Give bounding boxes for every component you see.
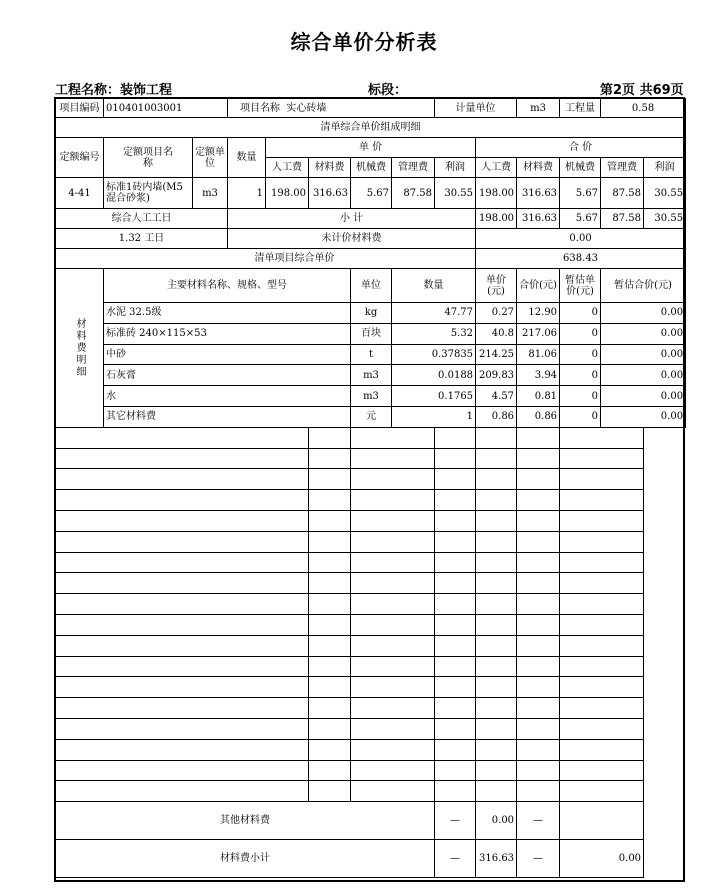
sub-material: 材料费 [309,158,351,178]
composite-price-label: 清单项目综合单价 [56,249,476,269]
empty-cell [517,739,560,760]
material-qty: 1 [392,406,476,427]
empty-cell [560,427,644,448]
empty-cell [435,677,476,698]
empty-cell [560,760,644,781]
material-est-price: 0 [560,365,601,386]
empty-cell [560,469,644,490]
item-unit: m3 [517,99,560,118]
empty-cell [517,760,560,781]
empty-cell [351,635,435,656]
unit-price-analysis-table [55,98,686,878]
composition-header-row [56,138,686,158]
empty-cell [351,427,435,448]
quota-unit: m3 [193,178,228,209]
material-name: 水泥 32.5级 [104,303,351,324]
empty-cell [560,614,644,635]
composition-title: 清单综合单价组成明细 [56,118,686,138]
material-qty: 0.37835 [392,344,476,365]
material-total: 0.86 [517,406,560,427]
empty-cell [309,427,351,448]
empty-cell [476,510,517,531]
empty-cell [476,635,517,656]
empty-cell [476,656,517,677]
quota-u-material: 316.63 [309,178,351,209]
item-qty-label: 工程量 [560,99,601,118]
material-header-row [56,269,686,303]
empty-cell [517,656,560,677]
other-material-dash: — [435,802,476,840]
empty-cell [309,698,351,719]
group-unit-price: 单 价 [266,138,476,158]
empty-cell [517,614,560,635]
item-unit-label: 计量单位 [435,99,517,118]
empty-material-row [56,490,686,511]
material-est-price: 0 [560,406,601,427]
material-qty: 47.77 [392,303,476,324]
composite-price-row [56,249,686,269]
empty-cell [56,635,309,656]
empty-material-row [56,677,686,698]
material-est-total: 0.00 [601,365,686,386]
empty-cell [351,594,435,615]
material-qty: 0.1765 [392,386,476,407]
subtotal-machine: 5.67 [560,209,601,229]
empty-cell [517,552,560,573]
empty-cell [517,490,560,511]
subtotal-row [56,209,686,229]
material-unit: 百块 [351,323,392,344]
empty-cell [435,698,476,719]
material-total: 0.81 [517,386,560,407]
unpriced-label: 未计价材料费 [228,229,476,249]
empty-cell [56,781,309,802]
material-subtotal-dash: — [435,840,476,878]
item-name-label: 项目名称 [240,102,281,114]
empty-cell [560,677,644,698]
empty-cell [351,469,435,490]
empty-cell [476,490,517,511]
empty-cell [476,614,517,635]
empty-cell [476,531,517,552]
col-material-total: 合价(元) [517,269,560,303]
empty-cell [517,448,560,469]
empty-cell [56,677,309,698]
empty-cell [56,510,309,531]
empty-cell [351,552,435,573]
empty-material-row [56,531,686,552]
material-row [56,323,686,344]
material-qty: 5.32 [392,323,476,344]
page-title: 综合单价分析表 [290,30,438,54]
empty-cell [476,573,517,594]
empty-cell [560,594,644,615]
other-material-est [560,802,644,840]
empty-cell [476,552,517,573]
material-est-total: 0.00 [601,406,686,427]
item-name: 实心砖墙 [286,102,327,114]
material-name: 中砂 [104,344,351,365]
col-material-name: 主要材料名称、规格、型号 [104,269,351,303]
material-row [56,386,686,407]
empty-cell [351,510,435,531]
project-name: 装饰工程 [120,83,173,98]
material-subtotal-total: 316.63 [476,840,517,878]
material-est-total: 0.00 [601,344,686,365]
empty-cell [351,614,435,635]
sub-labor-total: 人工费 [476,158,517,178]
empty-cell [435,635,476,656]
empty-cell [435,510,476,531]
empty-cell [56,531,309,552]
empty-material-row [56,469,686,490]
empty-cell [476,781,517,802]
empty-material-row [56,594,686,615]
empty-material-row [56,698,686,719]
col-material-price: 单价(元) [476,269,517,303]
material-unit: m3 [351,386,392,407]
quota-name: 标准1砖内墙(M5混合砂浆) [104,178,193,209]
sub-mgmt-total: 管理费 [601,158,644,178]
material-est-price: 0 [560,344,601,365]
empty-cell [309,510,351,531]
empty-cell [351,739,435,760]
material-total: 81.06 [517,344,560,365]
empty-cell [351,760,435,781]
empty-cell [476,469,517,490]
empty-material-row [56,510,686,531]
quota-t-profit: 30.55 [644,178,686,209]
col-quota-code: 定额编号 [56,138,104,178]
quota-t-material: 316.63 [517,178,560,209]
empty-cell [476,427,517,448]
material-est-total: 0.00 [601,323,686,344]
empty-cell [476,698,517,719]
material-total: 3.94 [517,365,560,386]
item-code-label: 项目编码 [56,99,104,118]
empty-cell [435,614,476,635]
unpriced-value: 0.00 [476,229,686,249]
empty-cell [435,573,476,594]
empty-cell [351,448,435,469]
unpriced-row [56,229,686,249]
section-label: 标段： [368,83,408,98]
empty-cell [56,718,309,739]
material-name: 水 [104,386,351,407]
col-quota-unit: 定额单位 [193,138,228,178]
empty-cell [351,718,435,739]
empty-cell [309,614,351,635]
empty-cell [435,490,476,511]
empty-cell [56,573,309,594]
empty-cell [517,781,560,802]
sub-labor: 人工费 [266,158,309,178]
empty-cell [560,490,644,511]
material-unit: 元 [351,406,392,427]
material-subtotal-dash2: — [517,840,560,878]
empty-cell [560,635,644,656]
empty-cell [435,427,476,448]
empty-cell [309,635,351,656]
sub-machine: 机械费 [351,158,392,178]
material-row [56,406,686,427]
material-subtotal-row [56,840,686,878]
material-price: 214.25 [476,344,517,365]
material-name: 标准砖 240×115×53 [104,323,351,344]
material-subtotal-label: 材料费小计 [56,840,435,878]
project-label-text: 工程名称： [55,83,121,98]
material-unit: kg [351,303,392,324]
material-est-price: 0 [560,303,601,324]
empty-cell [517,698,560,719]
empty-cell [476,594,517,615]
quota-u-labor: 198.00 [266,178,309,209]
empty-cell [56,552,309,573]
empty-cell [476,677,517,698]
item-qty: 0.58 [601,99,686,118]
project-label [55,79,172,98]
empty-cell [56,739,309,760]
empty-cell [351,490,435,511]
empty-cell [351,781,435,802]
quota-t-labor: 198.00 [476,178,517,209]
empty-cell [435,656,476,677]
empty-cell [56,469,309,490]
quota-u-machine: 5.67 [351,178,392,209]
material-est-price: 0 [560,323,601,344]
col-material-qty: 数量 [392,269,476,303]
empty-cell [309,760,351,781]
empty-cell [435,448,476,469]
empty-cell [309,552,351,573]
sub-material-total: 材料费 [517,158,560,178]
sub-mgmt: 管理费 [392,158,435,178]
empty-cell [560,656,644,677]
material-price: 0.86 [476,406,517,427]
labor-days: 1.32 工日 [56,229,228,249]
empty-cell [309,718,351,739]
empty-cell [435,781,476,802]
empty-cell [309,739,351,760]
empty-cell [309,677,351,698]
empty-cell [476,718,517,739]
material-subtotal-est: 0.00 [560,840,644,878]
empty-cell [435,531,476,552]
empty-cell [560,739,644,760]
empty-cell [351,573,435,594]
subtotal-labor: 198.00 [476,209,517,229]
material-qty: 0.0188 [392,365,476,386]
subtotal-mgmt: 87.58 [601,209,644,229]
empty-cell [309,656,351,677]
subtotal-label: 小 计 [228,209,476,229]
empty-cell [309,490,351,511]
quota-u-profit: 30.55 [435,178,476,209]
empty-cell [309,469,351,490]
empty-material-row [56,718,686,739]
empty-cell [517,635,560,656]
empty-cell [56,698,309,719]
empty-cell [560,781,644,802]
item-name-cell [228,99,435,118]
material-unit: t [351,344,392,365]
empty-cell [435,718,476,739]
empty-cell [435,760,476,781]
material-price: 0.27 [476,303,517,324]
empty-cell [56,427,309,448]
material-name: 石灰膏 [104,365,351,386]
item-info-row [56,99,686,118]
empty-cell [309,781,351,802]
empty-cell [560,531,644,552]
material-total: 12.90 [517,303,560,324]
col-quota-name: 定额项目名称 [104,138,193,178]
material-price: 4.57 [476,386,517,407]
empty-cell [56,490,309,511]
empty-cell [560,510,644,531]
empty-cell [351,677,435,698]
empty-cell [517,510,560,531]
empty-cell [560,698,644,719]
empty-cell [517,718,560,739]
materials-side-label [56,269,104,428]
empty-material-row [56,448,686,469]
empty-cell [351,531,435,552]
empty-cell [351,698,435,719]
empty-cell [560,573,644,594]
material-unit: m3 [351,365,392,386]
page-info: 第2页 共69页 [600,83,684,98]
sub-profit-total: 利润 [644,158,686,178]
empty-cell [56,760,309,781]
table-row [56,178,686,209]
quota-qty: 1 [228,178,266,209]
empty-cell [56,614,309,635]
item-code: 010401003001 [104,99,228,118]
empty-cell [309,448,351,469]
quota-u-mgmt: 87.58 [392,178,435,209]
sub-profit: 利润 [435,158,476,178]
sub-machine-total: 机械费 [560,158,601,178]
empty-material-row [56,614,686,635]
col-material-unit: 单位 [351,269,392,303]
empty-cell [476,739,517,760]
other-material-total: 0.00 [476,802,517,840]
empty-cell [56,594,309,615]
material-price: 209.83 [476,365,517,386]
labor-day-label: 综合人工工日 [56,209,228,229]
empty-cell [56,448,309,469]
quota-t-machine: 5.67 [560,178,601,209]
empty-cell [476,448,517,469]
col-material-est-total: 暂估合价(元) [601,269,686,303]
empty-cell [560,718,644,739]
empty-material-row [56,427,686,448]
quota-code: 4-41 [56,178,104,209]
empty-cell [309,573,351,594]
empty-cell [309,531,351,552]
empty-cell [517,594,560,615]
material-row [56,303,686,324]
empty-cell [56,656,309,677]
empty-material-row [56,552,686,573]
empty-cell [560,552,644,573]
empty-material-row [56,760,686,781]
col-quantity: 数量 [228,138,266,178]
empty-cell [517,677,560,698]
subtotal-material: 316.63 [517,209,560,229]
material-est-total: 0.00 [601,303,686,324]
materials-side-label-text: 材料费明细 [74,317,85,378]
empty-material-row [56,739,686,760]
empty-cell [476,760,517,781]
empty-cell [517,469,560,490]
empty-cell [560,448,644,469]
empty-cell [435,469,476,490]
empty-material-row [56,573,686,594]
material-row [56,365,686,386]
material-total: 217.06 [517,323,560,344]
material-price: 40.8 [476,323,517,344]
subtotal-profit: 30.55 [644,209,686,229]
col-material-est-price: 暂估单价(元) [560,269,601,303]
empty-cell [309,594,351,615]
empty-cell [351,656,435,677]
other-material-dash2: — [517,802,560,840]
empty-cell [517,531,560,552]
material-row [56,344,686,365]
material-name: 其它材料费 [104,406,351,427]
material-est-price: 0 [560,386,601,407]
other-material-label: 其他材料费 [56,802,435,840]
material-est-total: 0.00 [601,386,686,407]
empty-material-row [56,781,686,802]
group-total: 合 价 [476,138,686,158]
empty-material-row [56,656,686,677]
other-material-row [56,802,686,840]
quota-t-mgmt: 87.58 [601,178,644,209]
empty-cell [435,594,476,615]
empty-cell [517,427,560,448]
empty-material-row [56,635,686,656]
empty-cell [435,739,476,760]
empty-cell [435,552,476,573]
empty-cell [517,573,560,594]
composite-price: 638.43 [476,249,686,269]
